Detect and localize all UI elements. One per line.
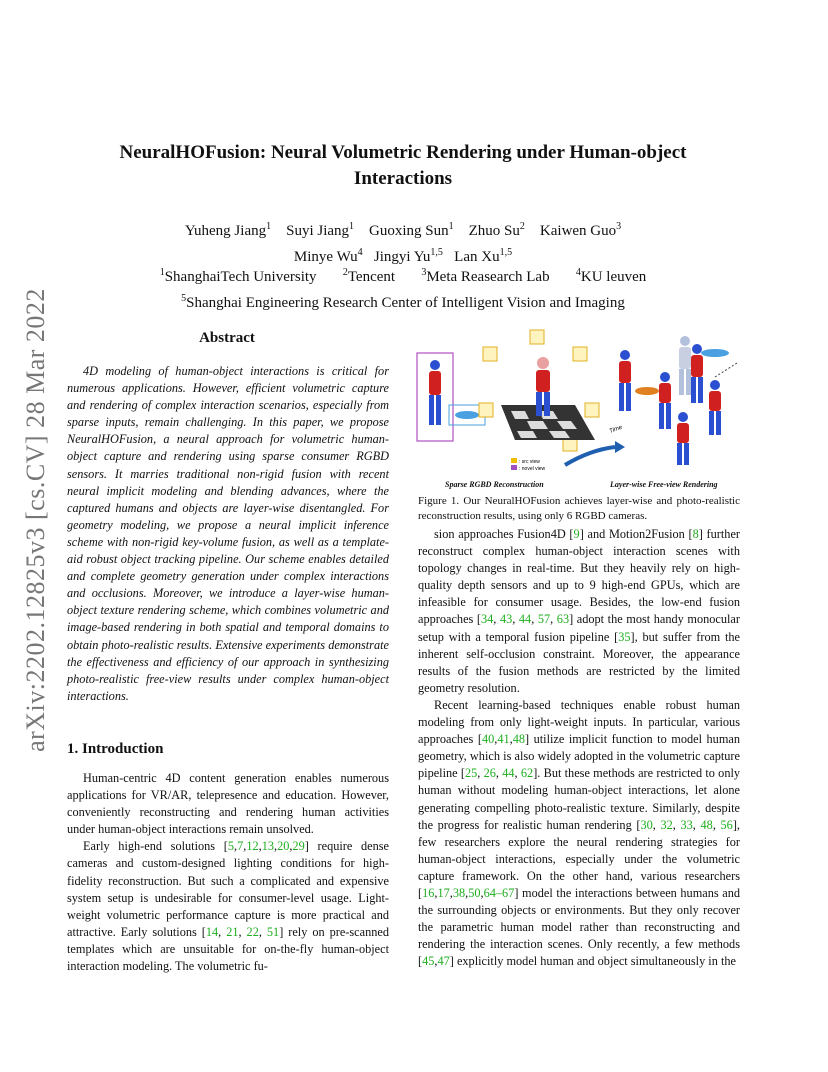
affiliation-name: KU leuven: [580, 269, 647, 285]
paragraph-text: ,: [434, 954, 438, 969]
author-sup: 2: [519, 221, 525, 232]
affiliation-sup: 3: [421, 267, 427, 278]
paragraph-text: ,: [712, 817, 721, 832]
paragraph-text: ] rely on pre-scanned templates which are unsuitable for on-the-fly human-object interaction modeling. The volumetric fu-: [67, 924, 389, 974]
citation-link[interactable]: 12: [246, 839, 259, 854]
body-paragraph: [67, 838, 389, 975]
legend-novel-label: : novel view: [519, 466, 546, 472]
citation-link[interactable]: 25: [464, 766, 478, 781]
citation-link[interactable]: 16: [422, 885, 435, 900]
author-sup: 1,5: [499, 247, 513, 258]
citation-link[interactable]: 48: [512, 732, 525, 747]
citation-link[interactable]: 26: [483, 766, 496, 781]
paragraph-text: sion approaches Fusion4D [: [434, 527, 574, 541]
body-paragraph: [67, 770, 389, 838]
authors-line-1: [80, 216, 726, 242]
citation-link[interactable]: 9: [573, 527, 580, 541]
legend-src-label: : src view: [519, 459, 540, 465]
citation-link[interactable]: 33: [680, 817, 693, 832]
paragraph-text: ,: [494, 732, 498, 747]
citation-link[interactable]: 17: [437, 885, 450, 900]
paragraph-text: ,: [550, 612, 557, 627]
time-label: Time: [608, 424, 624, 435]
title-line-1: NeuralHOFusion: Neural Volumetric Rendering under Human-object: [119, 142, 687, 163]
paragraph-text: ,: [509, 732, 513, 747]
citation-link[interactable]: 20: [277, 839, 290, 854]
right-column-body: [418, 526, 740, 970]
citation-link[interactable]: 21: [226, 924, 239, 939]
affiliation-sup: 5: [181, 293, 187, 304]
paragraph-text: ] further reconstruct complex human-object interaction scenes with topology changes in real-time. But they heavily rely on high-quality depth sensors and up to 9 high-end GPUs, which are infeasible for consumer usage. Besides, the low-end fusion approaches [: [418, 527, 741, 627]
affiliation-affiliations_line1-3: [576, 269, 646, 285]
human-figure-left: [429, 360, 441, 425]
paragraph-text: ,: [672, 817, 681, 832]
citation-link[interactable]: 47: [437, 954, 450, 969]
citation-link[interactable]: 62: [520, 766, 534, 781]
figure-1-illustration: [415, 325, 740, 490]
affiliation-affiliations_line1-1: [343, 269, 395, 285]
paragraph-text: ,: [652, 817, 661, 832]
author-name: Suyi Jiang: [286, 223, 350, 239]
citation-link[interactable]: 35: [618, 629, 631, 644]
citation-link[interactable]: 41: [497, 732, 510, 747]
citation-link[interactable]: 38: [452, 885, 466, 900]
citation-link[interactable]: 48: [700, 817, 713, 832]
abstract-heading: Abstract: [199, 330, 255, 346]
paragraph-text: ,: [258, 924, 267, 939]
paragraph-text: ,: [495, 766, 503, 781]
author-name: Yuheng Jiang: [184, 223, 267, 239]
citation-link[interactable]: 44: [502, 766, 515, 781]
citation-link[interactable]: 8: [692, 527, 699, 541]
paragraph-text: Early high-end solutions [: [83, 839, 228, 854]
citation-link[interactable]: 56: [720, 817, 733, 832]
paragraph-text: ,: [218, 924, 227, 939]
affiliations-line-2: [80, 288, 726, 314]
affiliation-affiliations_line1-2: [421, 269, 549, 285]
affiliations: [80, 262, 726, 314]
paragraph-text: ] explicitly model human and object simultaneously in the: [449, 954, 736, 969]
title-line-2: Interactions: [353, 168, 453, 189]
citation-link[interactable]: 5: [227, 839, 235, 854]
paragraph-text: ,: [234, 839, 238, 854]
author-name: Lan Xu: [454, 249, 500, 265]
paragraph-text: ] adopt the most handy monocular setup with a temporal fusion pipeline [: [418, 612, 740, 644]
paragraph-text: ] model the interactions between humans and the surrounding objects or environments. But they only recover the parametric human model rather than reconstructing and rendering the interaction scenes. Only recently, a few methods [: [418, 885, 740, 969]
affiliation-name: Meta Reasearch Lab: [426, 269, 550, 285]
body-paragraph: [418, 526, 740, 697]
author-authors_line1-3: [469, 223, 525, 239]
affiliation-name: Shanghai Engineering Research Center of Intelligent Vision and Imaging: [186, 295, 625, 311]
paragraph-text: ,: [477, 766, 484, 781]
label-layerwise-rendering: Layer-wise Free-view Rendering: [610, 480, 718, 489]
author-authors_line1-4: [540, 223, 621, 239]
affiliation-name: ShanghaiTech University: [164, 269, 317, 285]
author-sup: 3: [616, 221, 622, 232]
author-name: Guoxing Sun: [369, 223, 449, 239]
author-sup: 1: [349, 221, 355, 232]
paragraph-text: ,: [514, 766, 521, 781]
paragraph-text: ]. But these methods are restricted to only human without modeling human-object interactions, let alone generating compelling photo-realistic texture. Similarly, despite the progress for realistic human rendering [: [418, 766, 741, 832]
paragraph-text: ,: [258, 839, 262, 854]
introduction-heading: 1. Introduction: [67, 741, 164, 757]
citation-link[interactable]: 51: [266, 924, 280, 939]
rendered-humans-right: [619, 336, 737, 465]
author-authors_line1-1: [286, 223, 354, 239]
citation-link[interactable]: 30: [640, 817, 653, 832]
paragraph-text: Recent learning-based techniques enable robust human modeling from only light-weight inputs. In particular, various approaches [: [418, 697, 740, 747]
body-paragraph: [418, 697, 740, 971]
paragraph-text: ] require dense cameras and custom-designed lighting conditions for high-fidelity reconstruction. But such a complicated and expensive system setup is undesirable for consumer-level usage. Light-weight volumetric performance capture is more practical and attractive. Early solutions [: [67, 839, 389, 939]
paragraph-text: Human-centric 4D content generation enables numerous applications for VR/AR, telepresence and education. However, conveniently reconstructing and rendering human activities under human-object interactions remain unsolved.: [67, 771, 389, 837]
paper-title: [80, 140, 726, 192]
author-sup: 1: [266, 221, 272, 232]
citation-link[interactable]: 43: [499, 612, 513, 627]
affiliation-sup: 4: [575, 267, 581, 278]
legend-src-swatch: [511, 458, 517, 463]
paragraph-text: ,: [449, 885, 453, 900]
paragraph-text: ,: [289, 839, 293, 854]
paragraph-text: ] utilize implicit function to model human geometry, which is also widely adopted in the volumetric capture pipeline [: [418, 732, 740, 781]
abstract-text: 4D modeling of human-object interactions is critical for numerous applications. However, efficient volumetric capture and rendering of complex interaction scenarios, especially from sparse inputs, remain challenging. In this paper, we propose NeuralHOFusion, a neural approach for volumetric human-object capture and rendering using sparse consumer RGBD sensors. It marries traditional non-rigid fusion with recent neural implicit modeling and blending advances, where the captured humans and objects are layer-wise disentangled. For geometry modeling, we propose a neural implicit inference scheme with non-rigid key-volume fusion, as well as a template-aid robust object tracking pipeline. Our scheme enables detailed and complete geometry generation under complex interactions and occlusions. Moreover, we introduce a layer-wise human-object texture rendering scheme, which combines volumetric and image-based rendering in both spatial and temporal domains to obtain photo-realistic results. Extensive experiments demonstrate the effectiveness and efficiency of our approach in synthesizing photo-realistic free-view results under complex human-object interactions.: [67, 364, 389, 703]
citation-link[interactable]: 64–67: [483, 885, 515, 900]
left-column-body: [67, 770, 389, 975]
author-sup: 1: [448, 221, 454, 232]
paragraph-text: ,: [480, 885, 484, 900]
paragraph-text: ,: [465, 885, 469, 900]
paragraph-text: ,: [238, 924, 247, 939]
author-list: [80, 216, 726, 268]
paragraph-text: ,: [243, 839, 247, 854]
author-authors_line1-2: [369, 223, 454, 239]
author-name: Zhuo Su: [468, 223, 520, 239]
author-sup: 4: [357, 247, 363, 258]
paragraph-text: ,: [512, 612, 519, 627]
legend-novel-swatch: [511, 465, 517, 470]
citation-link[interactable]: 22: [246, 924, 259, 939]
affiliation-name: Tencent: [347, 269, 396, 285]
citation-link[interactable]: 29: [292, 839, 305, 854]
figure-1-caption: Figure 1. Our NeuralHOFusion achieves layer-wise and photo-realistic reconstruction results, using only 6 RGBD cameras.: [418, 495, 740, 522]
citation-link[interactable]: 44: [518, 612, 532, 627]
label-sparse-rgbd: Sparse RGBD Reconstruction: [445, 480, 544, 489]
citation-link[interactable]: 50: [468, 885, 481, 900]
citation-link[interactable]: 57: [537, 612, 551, 627]
citation-link[interactable]: 13: [261, 839, 274, 854]
affiliation-affiliations_line1-0: [160, 269, 317, 285]
author-name: Jingyi Yu: [373, 249, 431, 265]
paragraph-text: ], few researchers explore the neural rendering strategies for human-object interactions, especially under the volumetric capture framework. On the other hand, various researchers [: [418, 817, 740, 900]
paragraph-text: ], but suffer from the inherent self-occlusion constraint. Moreover, the appearance results of the fusion methods are restricted by the limited geometry resolution.: [418, 629, 740, 695]
affiliation-sup: 2: [342, 267, 348, 278]
object-icon: [455, 411, 479, 419]
affiliation-sup: 1: [159, 267, 165, 278]
paragraph-text: ,: [531, 612, 538, 627]
citation-link[interactable]: 63: [556, 612, 570, 627]
paragraph-text: ,: [274, 839, 278, 854]
citation-link[interactable]: 40: [481, 732, 495, 747]
paragraph-text: ,: [493, 612, 500, 627]
citation-link[interactable]: 14: [205, 924, 219, 939]
paragraph-text: ,: [692, 817, 701, 832]
affiliations-line-1: [80, 262, 726, 288]
paragraph-text: ,: [434, 885, 438, 900]
figure-panel-labels: [415, 480, 740, 492]
citation-link[interactable]: 7: [237, 839, 244, 854]
author-authors_line1-0: [185, 223, 271, 239]
arxiv-side-stamp: arXiv:2202.12825v3 [cs.CV] 28 Mar 2022: [21, 288, 50, 752]
paragraph-text: ] and Motion2Fusion [: [579, 527, 693, 541]
author-name: Minye Wu: [293, 249, 358, 265]
author-name: Kaiwen Guo: [539, 223, 617, 239]
citation-link[interactable]: 34: [480, 612, 494, 627]
author-sup: 1,5: [430, 247, 443, 258]
citation-link[interactable]: 32: [660, 817, 673, 832]
citation-link[interactable]: 45: [422, 954, 435, 969]
